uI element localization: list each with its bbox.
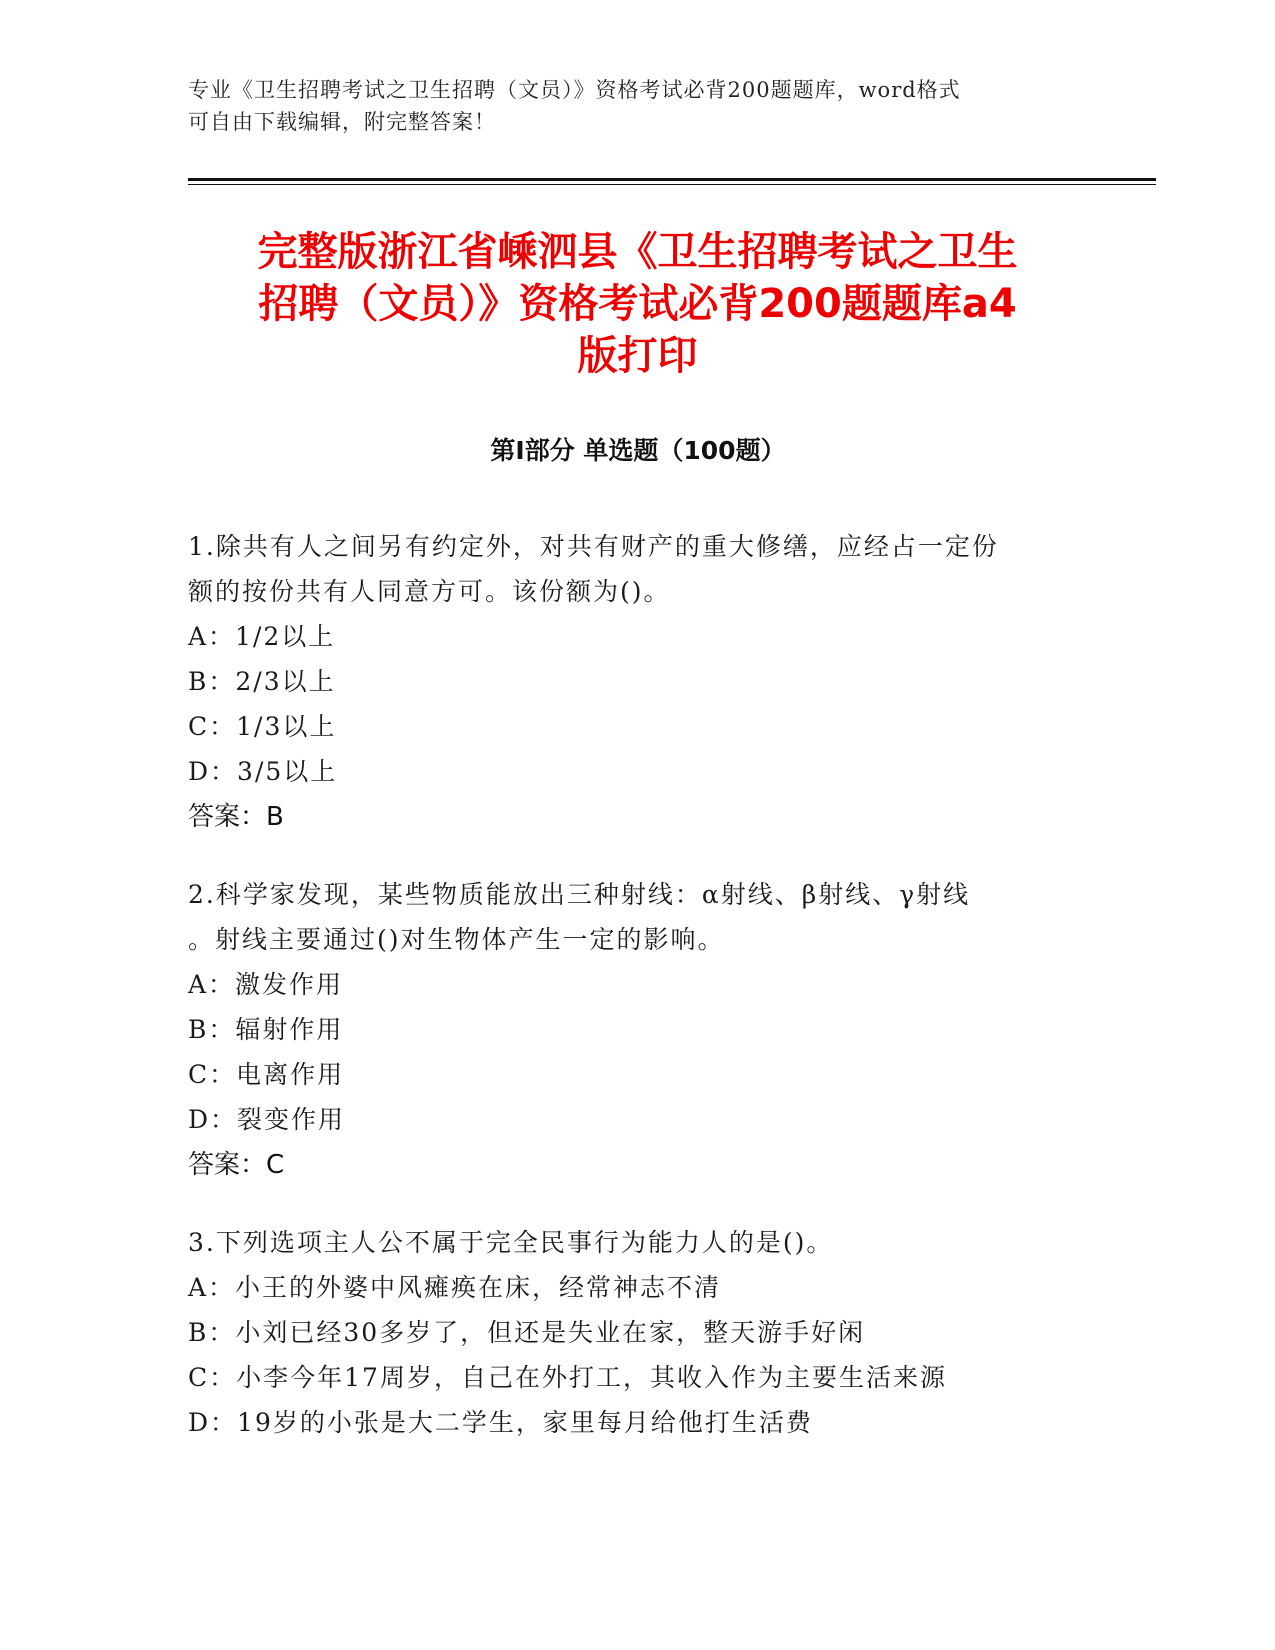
document-title — [170, 226, 1105, 382]
option-d: D：裂变作用 — [188, 1105, 346, 1134]
title-line: 招聘（文员）》资格考试必背200题题库a4 — [258, 281, 1017, 327]
option-c: C：电离作用 — [188, 1060, 345, 1089]
option-a: A：小王的外婆中风瘫痪在床，经常神志不清 — [188, 1273, 722, 1302]
question-stem-line: 额的按份共有人同意方可。该份额为()。 — [188, 577, 671, 606]
header-note — [188, 74, 1088, 138]
question-1 — [188, 524, 1088, 840]
question-list — [188, 524, 1088, 1477]
title-line: 完整版浙江省嵊泗县《卫生招聘考试之卫生 — [257, 229, 1018, 275]
option-c: C：小李今年17周岁，自己在外打工，其收入作为主要生活来源 — [188, 1363, 947, 1392]
option-c: C：1/3以上 — [188, 712, 337, 741]
question-stem — [188, 1220, 1088, 1265]
answer: 答案：B — [188, 802, 284, 832]
header-note-line: 可自由下载编辑，附完整答案！ — [188, 110, 496, 134]
question-stem-line: 。射线主要通过()对生物体产生一定的影响。 — [188, 925, 725, 954]
option-a: A：1/2以上 — [188, 622, 336, 651]
header-divider-thin — [188, 184, 1156, 185]
question-stem-line: 3.下列选项主人公不属于完全民事行为能力人的是()。 — [188, 1228, 834, 1257]
header-note-line: 专业《卫生招聘考试之卫生招聘（文员）》资格考试必背200题题库，word格式 — [188, 78, 961, 102]
question-stem — [188, 872, 1088, 962]
question-3 — [188, 1220, 1088, 1445]
option-b: B：2/3以上 — [188, 667, 336, 696]
question-stem — [188, 524, 1088, 614]
header-divider-thick — [188, 178, 1156, 181]
option-b: B：辐射作用 — [188, 1015, 344, 1044]
answer: 答案：C — [188, 1150, 285, 1180]
question-stem-line: 2.科学家发现，某些物质能放出三种射线：α射线、β射线、γ射线 — [188, 880, 971, 909]
question-2 — [188, 872, 1088, 1188]
title-line: 版打印 — [577, 333, 698, 379]
option-b: B：小刘已经30多岁了，但还是失业在家，整天游手好闲 — [188, 1318, 866, 1347]
question-stem-line: 1.除共有人之间另有约定外，对共有财产的重大修缮，应经占一定份 — [188, 532, 999, 561]
option-d: D：19岁的小张是大二学生，家里每月给他打生活费 — [188, 1408, 813, 1437]
section-title: 第Ⅰ部分 单选题（100题） — [490, 436, 786, 465]
option-a: A：激发作用 — [188, 970, 344, 999]
option-d: D：3/5以上 — [188, 757, 338, 786]
